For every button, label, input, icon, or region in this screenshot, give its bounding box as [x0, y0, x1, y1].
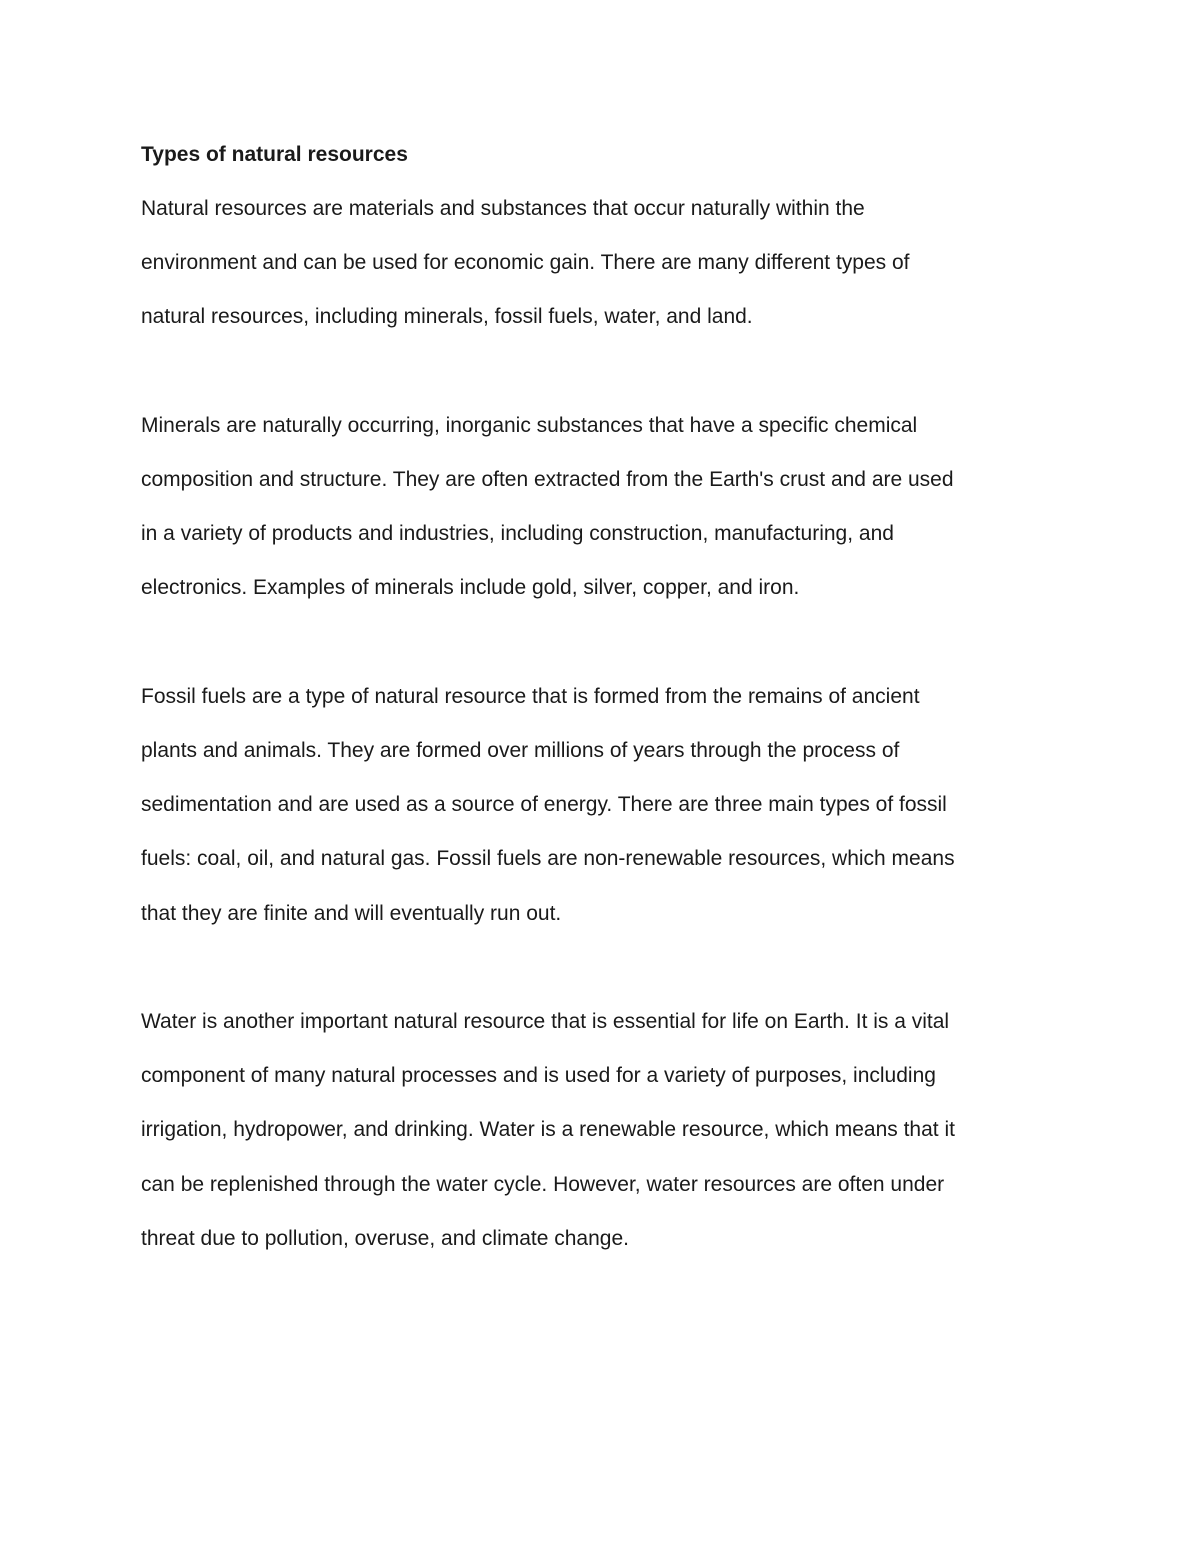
document-heading: Types of natural resources	[141, 143, 408, 166]
text-line: that they are finite and will eventually run out.	[141, 901, 562, 925]
text-line: natural resources, including minerals, fossil fuels, water, and land.	[141, 305, 753, 329]
paragraph-water	[141, 995, 1071, 1266]
text-line: Natural resources are materials and substances that occur naturally within the	[141, 197, 865, 220]
text-line: Minerals are naturally occurring, inorganic substances that have a specific chemical	[141, 413, 918, 437]
text-line: plants and animals. They are formed over millions of years through the process of	[141, 739, 900, 762]
text-line: fuels: coal, oil, and natural gas. Fossil fuels are non-renewable resources, which means	[141, 847, 955, 871]
paragraph-spacer	[141, 616, 1071, 670]
text-line: electronics. Examples of minerals include gold, silver, copper, and iron.	[141, 576, 800, 600]
text-line: irrigation, hydropower, and drinking. Water is a renewable resource, which means that it	[141, 1118, 955, 1142]
text-line: in a variety of products and industries, including construction, manufacturing, and	[141, 522, 894, 546]
paragraph-fossil-fuels	[141, 670, 1071, 941]
paragraph-spacer	[141, 941, 1071, 995]
paragraph-minerals	[141, 399, 1071, 616]
text-line: threat due to pollution, overuse, and climate change.	[141, 1226, 629, 1250]
text-line: sedimentation and are used as a source of energy. There are three main types of fossil	[141, 793, 947, 817]
document-body	[141, 128, 1071, 1266]
text-line: Water is another important natural resource that is essential for life on Earth. It is a vital	[141, 1010, 950, 1033]
text-line: environment and can be used for economic gain. There are many different types of	[141, 251, 910, 275]
text-line: composition and structure. They are often extracted from the Earth's crust and are used	[141, 468, 954, 491]
paragraph-spacer	[141, 345, 1071, 399]
text-line: component of many natural processes and is used for a variety of purposes, including	[141, 1064, 936, 1088]
paragraph-intro	[141, 182, 1071, 345]
text-line: can be replenished through the water cycle. However, water resources are often under	[141, 1172, 945, 1196]
text-line: Fossil fuels are a type of natural resource that is formed from the remains of ancient	[141, 684, 920, 708]
